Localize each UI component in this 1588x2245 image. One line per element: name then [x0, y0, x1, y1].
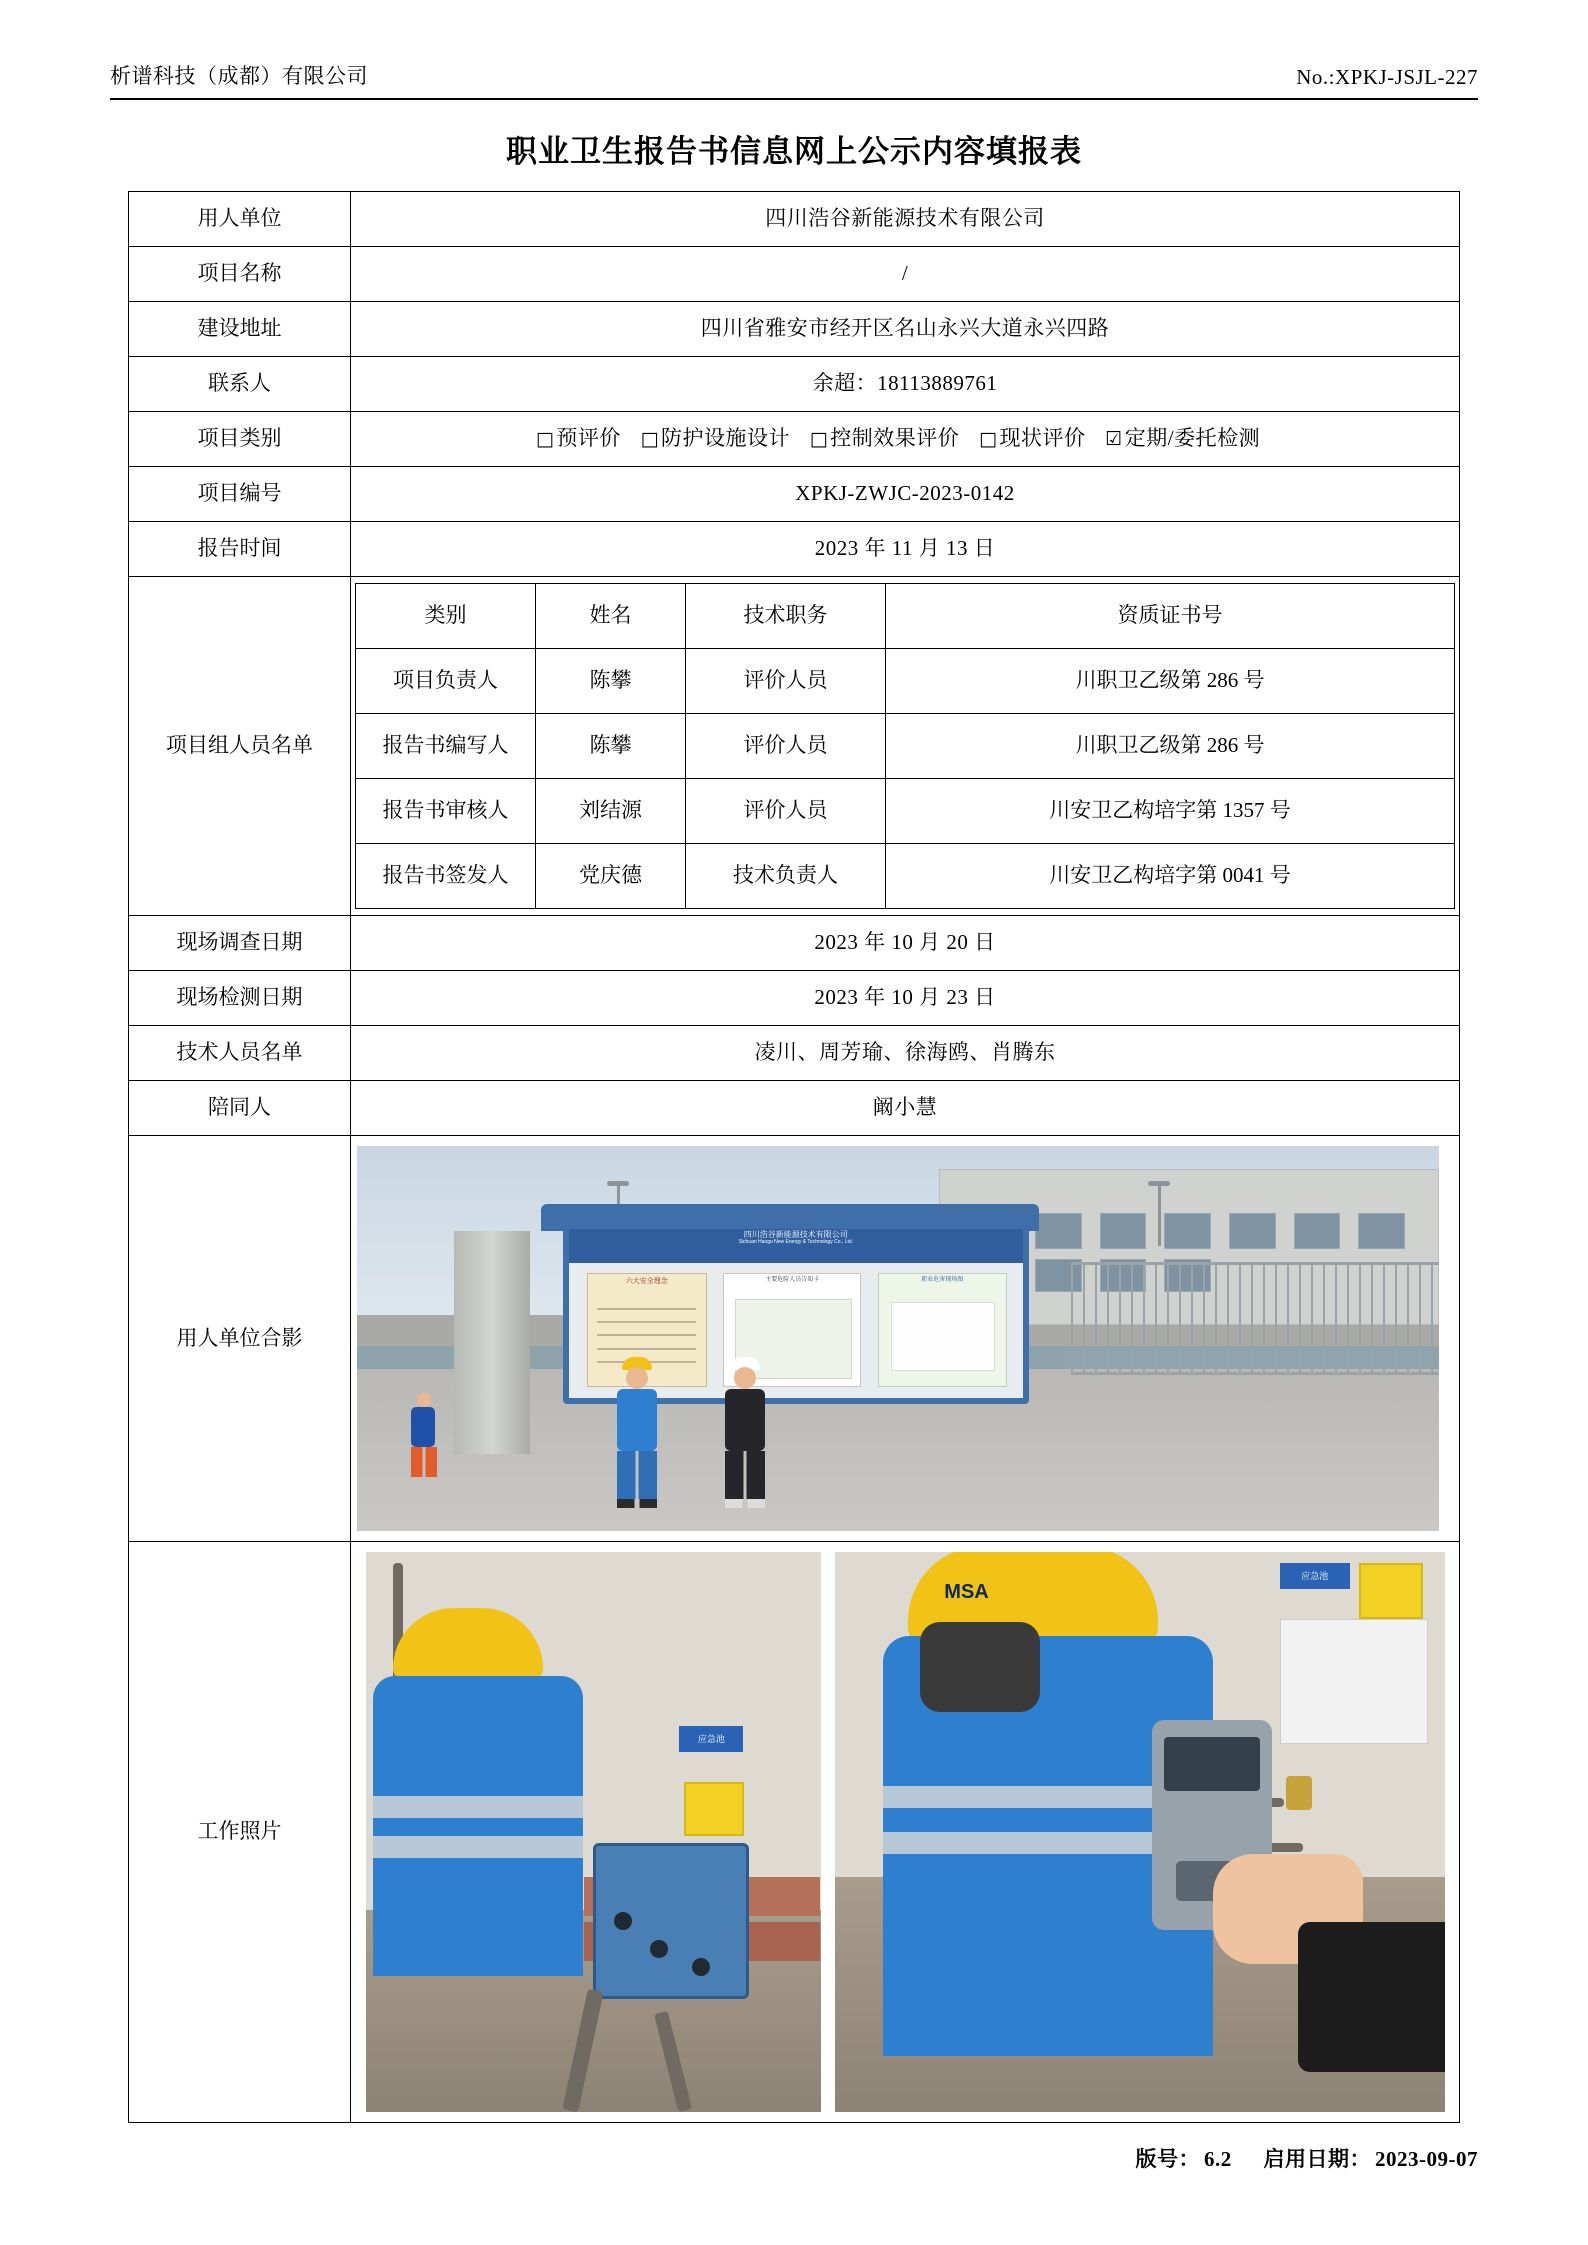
checkbox-0[interactable]: □ — [535, 428, 555, 451]
helmet-brand-label: MSA — [944, 1581, 989, 1603]
team-cell-cert: 川安卫乙构培字第 1357 号 — [886, 779, 1455, 844]
board-panel-b-title: 主要危险人员告知卡 — [765, 1277, 820, 1284]
team-cell-cert: 川安卫乙构培字第 0041 号 — [886, 844, 1455, 909]
team-cell-cert: 川职卫乙级第 286 号 — [886, 649, 1455, 714]
valve — [1286, 1776, 1312, 1810]
person-worker-blue — [617, 1357, 657, 1508]
work-photo-cell — [351, 1542, 1460, 2123]
team-cell-role: 项目负责人 — [356, 649, 536, 714]
label-escort: 陪同人 — [129, 1081, 351, 1136]
team-header-row — [356, 584, 1455, 649]
value-tech-staff: 凌川、周芳瑜、徐海鸥、肖腾东 — [351, 1026, 1460, 1081]
helmet-icon — [393, 1608, 543, 1680]
value-project-name: / — [351, 247, 1460, 302]
sampling-device — [593, 1843, 749, 1999]
person-running — [411, 1393, 437, 1477]
emergency-pool-sign: 应急池 — [679, 1726, 743, 1752]
table-row-test-date — [129, 971, 1460, 1026]
team-cell-role: 报告书编写人 — [356, 714, 536, 779]
label-contact: 联系人 — [129, 357, 351, 412]
label-project-no: 项目编号 — [129, 467, 351, 522]
board-title-cn: 四川浩谷新能源技术有限公司 — [743, 1230, 848, 1239]
team-header-0: 类别 — [356, 584, 536, 649]
value-employer: 四川浩谷新能源技术有限公司 — [351, 192, 1460, 247]
category-label-2: 控制效果评价 — [830, 426, 960, 451]
table-row-report-date — [129, 522, 1460, 577]
table-row-team — [129, 577, 1460, 916]
team-row — [356, 779, 1455, 844]
board-title-en: Sichuan Haogu New Energy & Technology Co., Ltd. — [738, 1238, 853, 1245]
table-row-work-photo — [129, 1542, 1460, 2123]
table-row-survey-date — [129, 916, 1460, 971]
value-test-date: 2023 年 10 月 23 日 — [351, 971, 1460, 1026]
team-row — [356, 714, 1455, 779]
team-cell-name: 刘结源 — [536, 779, 686, 844]
wall-notice — [1280, 1619, 1428, 1744]
notice-board-header — [569, 1229, 1023, 1263]
team-cell-role: 报告书审核人 — [356, 779, 536, 844]
board-panel-a-title: 六大安全理念 — [625, 1277, 668, 1286]
document-header — [110, 60, 1478, 100]
street-lamp — [1158, 1185, 1161, 1247]
checkbox-1[interactable]: □ — [640, 428, 660, 451]
team-table — [355, 583, 1455, 909]
category-label-3: 现状评价 — [999, 426, 1086, 451]
document-number: No.:XPKJ-JSJL-227 — [1296, 65, 1478, 89]
value-address: 四川省雅安市经开区名山永兴大道永兴四路 — [351, 302, 1460, 357]
team-cell-name: 党庆德 — [536, 844, 686, 909]
worker-uniform — [373, 1676, 583, 1976]
value-report-date: 2023 年 11 月 13 日 — [351, 522, 1460, 577]
team-row — [356, 844, 1455, 909]
team-cell-role: 报告书签发人 — [356, 844, 536, 909]
label-work-photo: 工作照片 — [129, 1542, 351, 2123]
warning-sign — [684, 1782, 744, 1836]
table-row-employer — [129, 192, 1460, 247]
company-name: 析谱科技（成都）有限公司 — [110, 64, 368, 88]
category-options — [351, 412, 1460, 467]
effective-label: 启用日期： — [1263, 2147, 1371, 2171]
worker-back-view — [393, 1608, 583, 1976]
team-cell-name: 陈攀 — [536, 714, 686, 779]
warning-sign — [1359, 1563, 1423, 1619]
category-option-4[interactable] — [1105, 426, 1260, 450]
fence — [1071, 1262, 1439, 1376]
table-row-group-photo — [129, 1136, 1460, 1542]
document-footer — [1110, 2143, 1479, 2173]
label-test-date: 现场检测日期 — [129, 971, 351, 1026]
work-photo-right — [835, 1552, 1445, 2112]
checkbox-4-checked[interactable]: ☑ — [1105, 428, 1123, 451]
respirator — [920, 1622, 1040, 1712]
team-cell-position: 评价人员 — [686, 779, 886, 844]
value-project-no: XPKJ-ZWJC-2023-0142 — [351, 467, 1460, 522]
team-cell-position: 评价人员 — [686, 714, 886, 779]
category-option-2[interactable] — [810, 426, 959, 450]
label-tech-staff: 技术人员名单 — [129, 1026, 351, 1081]
category-option-3[interactable] — [979, 426, 1085, 450]
label-address: 建设地址 — [129, 302, 351, 357]
checkbox-3[interactable]: □ — [979, 428, 998, 451]
meter-screen — [1164, 1737, 1260, 1792]
page-title: 职业卫生报告书信息网上公示内容填报表 — [506, 134, 1082, 169]
label-report-date: 报告时间 — [129, 522, 351, 577]
board-panel-c — [878, 1273, 1007, 1387]
label-group-photo: 用人单位合影 — [129, 1136, 351, 1542]
team-header-1: 姓名 — [536, 584, 686, 649]
checkbox-2[interactable]: □ — [809, 428, 829, 451]
person-inspector-black — [725, 1357, 765, 1508]
board-panel-c-title: 职业危害现场图 — [921, 1277, 964, 1284]
table-row-escort — [129, 1081, 1460, 1136]
label-employer: 用人单位 — [129, 192, 351, 247]
table-row-project-no — [129, 467, 1460, 522]
concrete-pillar — [454, 1231, 530, 1454]
team-cell-cert: 川职卫乙级第 286 号 — [886, 714, 1455, 779]
label-team: 项目组人员名单 — [129, 577, 351, 916]
team-header-2: 技术职务 — [686, 584, 886, 649]
version-label: 版号： — [1135, 2147, 1200, 2171]
category-label-1: 防护设施设计 — [661, 426, 791, 451]
team-cell-name: 陈攀 — [536, 649, 686, 714]
team-cell-position: 技术负责人 — [686, 844, 886, 909]
label-survey-date: 现场调查日期 — [129, 916, 351, 971]
table-row-contact — [129, 357, 1460, 412]
arm-sleeve — [1298, 1922, 1444, 2072]
emergency-pool-sign: 应急池 — [1280, 1563, 1350, 1589]
group-photo-cell — [351, 1136, 1460, 1542]
table-row-category — [129, 412, 1460, 467]
team-row — [356, 649, 1455, 714]
table-row-tech-staff — [129, 1026, 1460, 1081]
category-label-0: 预评价 — [556, 426, 621, 451]
work-photo-group — [357, 1552, 1453, 2112]
version-value: 6.2 — [1204, 2147, 1232, 2171]
value-survey-date: 2023 年 10 月 20 日 — [351, 916, 1460, 971]
work-photo-left — [366, 1552, 821, 2112]
team-header-3: 资质证书号 — [886, 584, 1455, 649]
label-project-name: 项目名称 — [129, 247, 351, 302]
effective-value: 2023-09-07 — [1375, 2147, 1478, 2171]
table-row-project-name — [129, 247, 1460, 302]
category-option-0[interactable] — [536, 426, 621, 450]
team-table-cell — [351, 577, 1460, 916]
label-category: 项目类别 — [129, 412, 351, 467]
table-row-address — [129, 302, 1460, 357]
value-escort: 阚小慧 — [351, 1081, 1460, 1136]
category-label-4: 定期/委托检测 — [1124, 426, 1261, 451]
value-contact: 余超：18113889761 — [351, 357, 1460, 412]
category-option-1[interactable] — [641, 426, 790, 450]
group-photo-image — [357, 1146, 1439, 1531]
team-cell-position: 评价人员 — [686, 649, 886, 714]
main-form-table — [128, 191, 1460, 2123]
